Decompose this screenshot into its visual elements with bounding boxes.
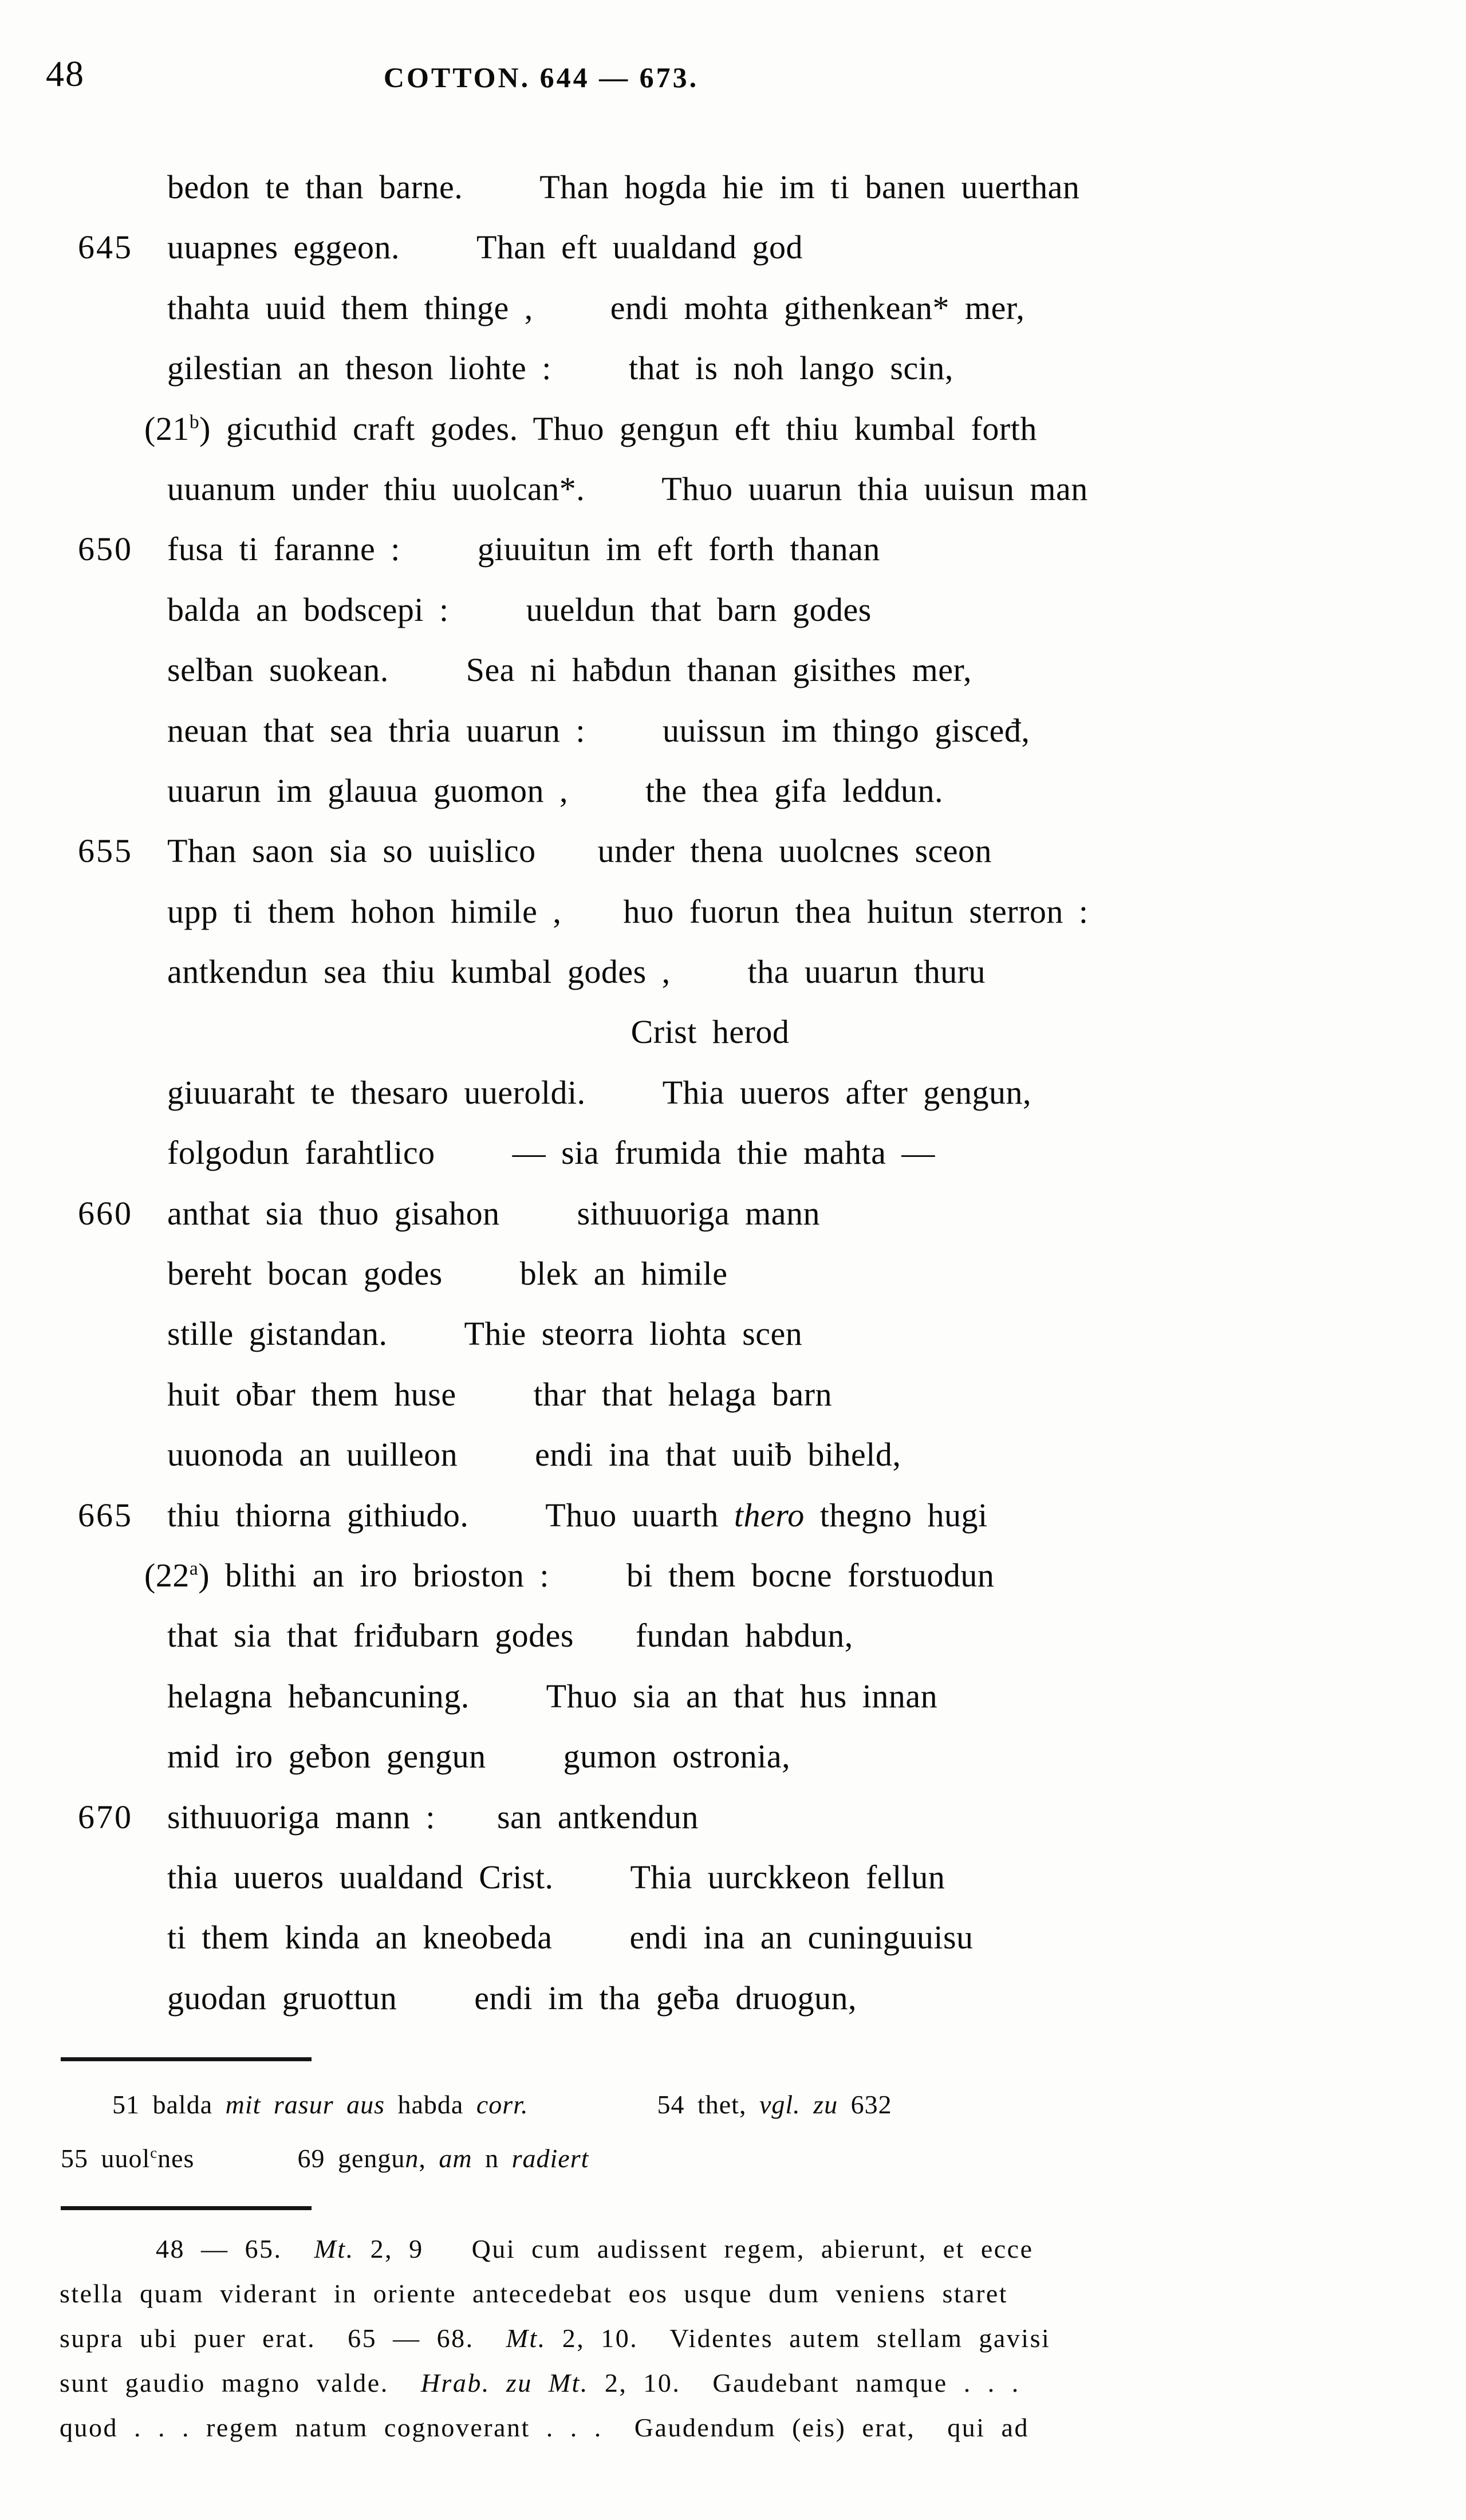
text-segment: 2, 10. Gaudebant namque . . . — [588, 2368, 1020, 2397]
text-segment: nes 69 gengu — [157, 2144, 405, 2173]
text-line — [0, 1062, 1466, 1123]
text-segment: mid iro geƀon gengun gumon ostronia, — [167, 1738, 791, 1775]
italic-text: vgl. zu — [759, 2090, 838, 2119]
text-line — [0, 1907, 1466, 1967]
text-segment: thia uueros uualdand Crist. Thia uurckkeon fellun — [167, 1858, 945, 1896]
text-line — [0, 157, 1466, 217]
text-segment: sunt gaudio magno valde. — [60, 2368, 421, 2397]
text-segment: uuonoda an uuilleon endi ina that uuiƀ biheld, — [167, 1436, 901, 1474]
text-segment: thegno hugi — [804, 1496, 988, 1534]
text-line — [0, 1424, 1466, 1485]
text-line — [0, 399, 1466, 459]
text-line — [0, 1726, 1466, 1786]
text-line — [0, 459, 1466, 519]
text-line — [0, 580, 1466, 640]
text-segment: thahta uuid them thinge , endi mohta githenkean* mer, — [167, 289, 1025, 326]
critical-apparatus-block — [0, 2078, 1466, 2186]
text-line — [0, 700, 1466, 761]
text-segment: huit oƀar them huse thar that helaga barn — [167, 1375, 833, 1413]
text-line — [0, 1243, 1466, 1304]
text-segment: n — [472, 2144, 512, 2173]
text-line — [0, 1605, 1466, 1665]
running-header: COTTON. 644 — 673. — [383, 61, 699, 93]
text-line — [0, 881, 1466, 942]
text-line — [60, 2316, 1422, 2361]
text-line — [0, 1847, 1466, 1907]
text-segment: sithuuoriga mann : san antkendun — [167, 1798, 699, 1836]
text-segment: (21 — [144, 410, 190, 447]
superscript-text: b — [189, 411, 200, 433]
text-segment: 2, 10. Videntes autem stellam gavisi — [546, 2324, 1051, 2353]
text-line — [0, 338, 1466, 398]
apparatus-separator-rule — [61, 2057, 312, 2061]
superscript-text: c — [150, 2144, 158, 2161]
text-segment: quod . . . regem natum cognoverant . . . Gaudendum (eis) erat, qui ad — [60, 2413, 1029, 2442]
text-segment: habda — [385, 2090, 476, 2119]
italic-text: corr. — [476, 2090, 529, 2119]
text-line — [0, 821, 1466, 881]
text-segment: 48 — 65. — [60, 2234, 314, 2263]
italic-text: Mt. — [506, 2324, 546, 2353]
text-line — [60, 2227, 1422, 2271]
italic-text: am — [439, 2144, 472, 2173]
italic-text: radiert — [511, 2144, 589, 2173]
text-segment: uuapnes eggeon. Than eft uualdand god — [167, 229, 803, 266]
text-line — [0, 217, 1466, 277]
text-segment: giuuaraht te thesaro uueroldi. Thia uueros after gengun, — [167, 1073, 1031, 1111]
text-segment: 54 thet, — [528, 2090, 759, 2119]
text-segment: stille gistandan. Thie steorra liohta scen — [167, 1315, 803, 1353]
text-segment: anthat sia thuo gisahon sithuuoriga mann — [167, 1194, 821, 1232]
text-segment: that sia that friđubarn godes fundan habdun, — [167, 1617, 853, 1655]
text-line — [0, 519, 1466, 579]
text-line — [0, 1485, 1466, 1545]
text-segment: ti them kinda an kneobeda endi ina an cuninguuisu — [167, 1919, 974, 1956]
text-line — [0, 1968, 1466, 2028]
text-segment: guodan gruottun endi im tha geƀa druogun, — [167, 1979, 857, 2017]
text-line — [60, 2271, 1422, 2316]
text-segment: thiu thiorna githiudo. Thuo uuarth — [167, 1496, 734, 1534]
italic-text: Mt. — [314, 2234, 354, 2263]
text-segment: (22 — [144, 1556, 190, 1594]
text-line — [0, 1304, 1466, 1364]
superscript-text: a — [189, 1558, 199, 1580]
text-line — [0, 1545, 1466, 1605]
italic-text: Hrab. zu Mt. — [420, 2368, 589, 2397]
text-segment: antkendun sea thiu kumbal godes , tha uuarun thuru — [167, 953, 986, 991]
text-segment: supra ubi puer erat. 65 — 68. — [60, 2324, 506, 2353]
text-segment: stella quam viderant in oriente antecedebat eos usque dum veniens staret — [60, 2279, 1008, 2308]
text-segment: uuanum under thiu uuolcan*. Thuo uuarun thia uuisun man — [167, 470, 1088, 507]
italic-text: mit rasur aus — [225, 2090, 385, 2119]
latin-commentary-block — [60, 2227, 1422, 2450]
italic-text: thero — [734, 1496, 805, 1534]
page-number: 48 — [46, 53, 85, 94]
text-segment: balda an bodscepi : uueldun that barn godes — [167, 590, 872, 628]
text-segment: bereht bocan godes blek an himile — [167, 1255, 728, 1293]
text-line — [0, 2078, 1466, 2132]
text-line — [0, 640, 1466, 700]
commentary-separator-rule — [61, 2206, 312, 2210]
text-line — [0, 2132, 1466, 2186]
text-line — [0, 1364, 1466, 1424]
verse-text-block — [0, 157, 1466, 2028]
verse-number: 650 — [78, 530, 133, 568]
text-segment: , — [419, 2144, 439, 2173]
verse-number: 665 — [78, 1496, 133, 1534]
text-line — [0, 1666, 1466, 1726]
verse-number: 655 — [78, 832, 133, 870]
text-segment: 2, 9 Qui cum audissent regem, abierunt, et ecce — [354, 2234, 1034, 2263]
text-segment: Crist herod — [630, 1013, 790, 1051]
text-segment: 632 — [838, 2090, 892, 2119]
text-segment: upp ti them hohon himile , huo fuorun thea huitun sterron : — [167, 892, 1089, 930]
text-segment: 55 uuol — [61, 2144, 151, 2173]
text-line — [0, 1123, 1466, 1183]
text-segment: Than saon sia so uuislico under thena uuolcnes sceon — [167, 832, 992, 870]
text-segment: bedon te than barne. Than hogda hie im ti banen uuerthan — [167, 168, 1080, 206]
text-line — [0, 1787, 1466, 1847]
text-line — [0, 761, 1466, 821]
italic-text: n — [405, 2144, 419, 2173]
text-segment: ) gicuthid craft godes. Thuo gengun eft thiu kumbal forth — [199, 410, 1037, 447]
verse-number: 670 — [78, 1798, 133, 1836]
text-line — [0, 942, 1466, 1002]
text-segment: selƀan suokean. Sea ni haƀdun thanan gisithes mer, — [167, 651, 972, 689]
text-segment: neuan that sea thria uuarun : uuissun im thingo gisceđ, — [167, 711, 1030, 749]
text-segment: folgodun farahtlico — sia frumida thie mahta — — [167, 1134, 935, 1172]
text-segment: 51 balda — [61, 2090, 226, 2119]
text-segment: gilestian an theson liohte : that is noh lango scin, — [167, 349, 953, 387]
text-segment: fusa ti faranne : giuuitun im eft forth thanan — [167, 530, 880, 568]
overflow-verse-line — [0, 1002, 1420, 1062]
text-segment: uuarun im glauua guomon , the thea gifa leddun. — [167, 771, 943, 809]
verse-number: 660 — [78, 1194, 133, 1232]
text-segment: helagna heƀancuning. Thuo sia an that hus innan — [167, 1677, 938, 1715]
verse-number: 645 — [78, 229, 133, 266]
text-line — [0, 1183, 1466, 1243]
text-segment: ) blithi an iro brioston : bi them bocne forstuodun — [198, 1556, 995, 1594]
text-line — [60, 2405, 1422, 2450]
text-line — [60, 2361, 1422, 2405]
text-line — [0, 278, 1466, 338]
